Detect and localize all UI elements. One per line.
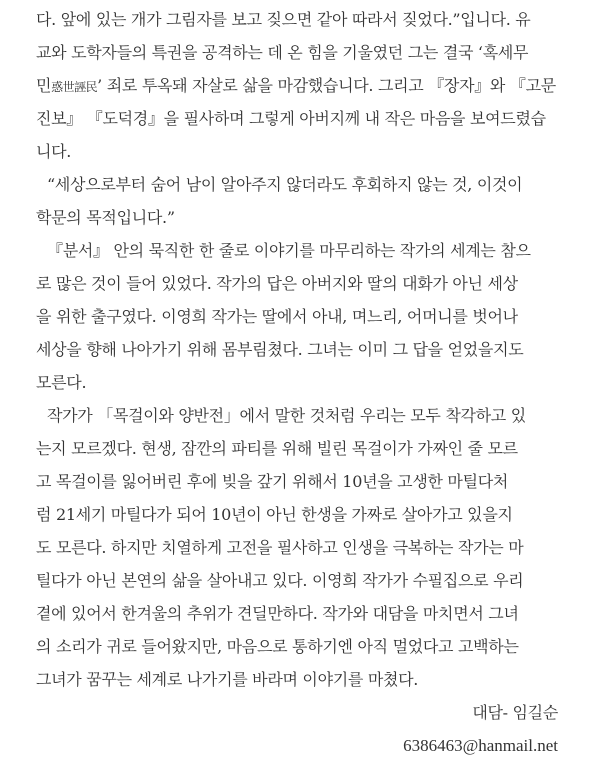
text-line: 세상을 향해 나아가기 위해 몸부림쳤다. 그녀는 이미 그 답을 얻었을지도 (36, 340, 524, 359)
text-line: 의 소리가 귀로 들어왔지만, 마음으로 통하기엔 아직 멀었다고 고백하는 (36, 637, 519, 656)
text-line: 을 위한 출구였다. 이영희 작가는 딸에서 아내, 며느리, 어머니를 벗어나 (36, 307, 518, 326)
text-line: 다. 앞에 있는 개가 그림자를 보고 짖으면 같아 따라서 짖었다.”입니다. 유 (36, 10, 531, 29)
text-line: 니다. (36, 142, 72, 161)
article-body (36, 3, 558, 762)
text-line: 로 많은 것이 들어 있었다. 작가의 답은 아버지와 딸의 대화가 아닌 세상 (36, 274, 518, 293)
signature-block (36, 696, 558, 762)
text-line: 모른다. (36, 373, 87, 392)
text-line: 그녀가 꿈꾸는 세계로 나가기를 바라며 이야기를 마쳤다. (36, 670, 419, 689)
text-line: “세상으로부터 숨어 남이 알아주지 않더라도 후회하지 않는 것, 이것이 (47, 175, 523, 194)
text-line: 는지 모르겠다. 현생, 잠깐의 파티를 위해 빌린 목걸이가 가짜인 줄 모르 (36, 439, 518, 458)
text-line: 곁에 있어서 한겨울의 추위가 견딜만하다. 작가와 대담을 마치면서 그녀 (36, 604, 519, 623)
paragraph-1 (36, 3, 558, 168)
text-line: 학문의 목적입니다.” (36, 208, 175, 227)
text-line: 도 모른다. 하지만 치열하게 고전을 필사하고 인생을 극복하는 작가는 마 (36, 538, 524, 557)
hanja-term: 惑世誣民 (51, 80, 98, 94)
contact-email[interactable]: 6386463@hanmail.net (403, 736, 558, 755)
paragraph-2-quote (36, 168, 558, 234)
interviewer-credit: 대담- 임길순 (472, 703, 558, 722)
text-line: 고 목걸이를 잃어버린 후에 빚을 갚기 위해서 10년을 고생한 마틸다처 (36, 472, 509, 491)
text-fragment: ’ 죄로 투옥돼 자살로 삶을 마감했습니다. 그리고 『장자』와 『고문 (97, 76, 556, 95)
text-line: 작가가 「목걸이와 양반전」에서 말한 것처럼 우리는 모두 착각하고 있 (47, 406, 526, 425)
text-line: 틸다가 아닌 본연의 삶을 살아내고 있다. 이영희 작가가 수필집으로 우리 (36, 571, 524, 590)
text-line: 진보』 『도덕경』을 필사하며 그렇게 아버지께 내 작은 마음을 보여드렸습 (36, 109, 546, 128)
text-fragment: 민 (36, 76, 52, 95)
paragraph-3 (36, 234, 558, 399)
text-line: 럼 21세기 마틸다가 되어 10년이 아닌 한생을 가짜로 살아가고 있을지 (36, 505, 513, 524)
text-line-with-hanja (36, 69, 558, 102)
text-line: 교와 도학자들의 특권을 공격하는 데 온 힘을 기울였던 그는 결국 ‘혹세무 (36, 43, 529, 62)
paragraph-4 (36, 399, 558, 696)
text-line: 『분서』 안의 묵직한 한 줄로 이야기를 마무리하는 작가의 세계는 참으 (47, 241, 531, 260)
